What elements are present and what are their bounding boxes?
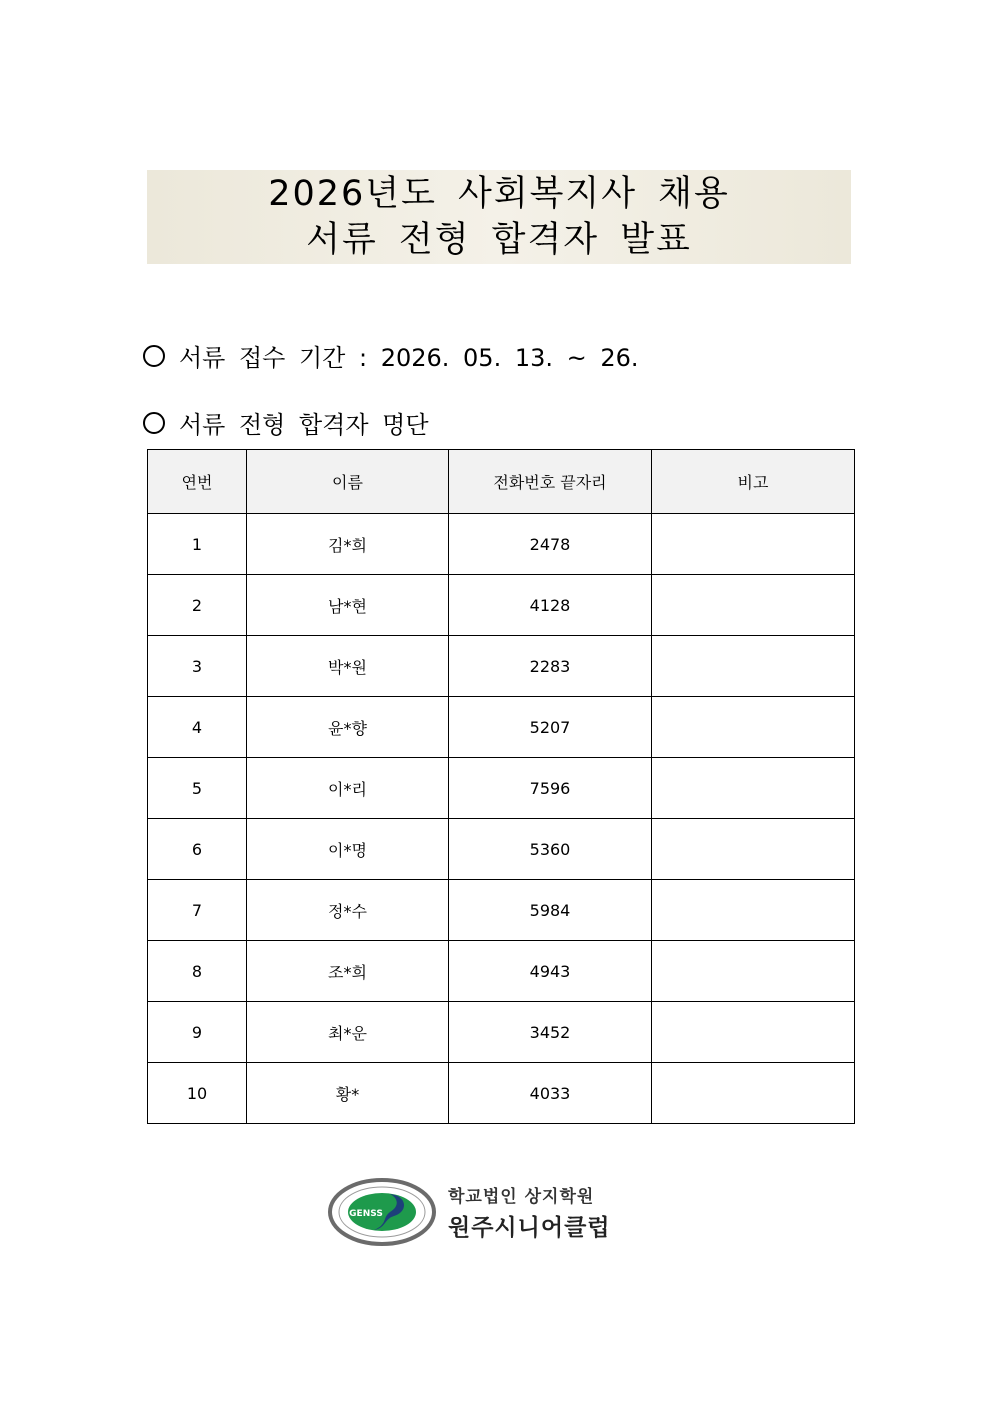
cell-phone: 2478 [449,514,652,575]
cell-note [652,819,855,880]
roster-section [143,405,429,440]
cell-note [652,941,855,1002]
cell-name: 박*원 [247,636,449,697]
roster-heading: 서류 전형 합격자 명단 [179,411,429,439]
table-row [148,514,855,575]
emblem-text: GENSS [349,1209,383,1219]
cell-note [652,697,855,758]
cell-phone: 4128 [449,575,652,636]
cell-name: 황* [247,1063,449,1124]
cell-note [652,575,855,636]
cell-phone: 4033 [449,1063,652,1124]
cell-name: 이*명 [247,819,449,880]
org-name [448,1182,611,1242]
cell-name: 윤*향 [247,697,449,758]
cell-no: 10 [148,1063,247,1124]
senior-club-emblem-icon [328,1178,436,1246]
table-row [148,697,855,758]
table-row [148,880,855,941]
cell-no: 5 [148,758,247,819]
cell-phone: 2283 [449,636,652,697]
cell-phone: 5360 [449,819,652,880]
footer-logo [328,1178,611,1246]
circle-bullet-icon [143,345,165,367]
cell-no: 3 [148,636,247,697]
cell-phone: 4943 [449,941,652,1002]
org-name-line-1: 학교법인 상지학원 [448,1187,595,1207]
org-name-line-2: 원주시니어클럽 [448,1215,611,1241]
period-text: 서류 접수 기간 : 2026. 05. 13. ~ 26. [179,344,639,372]
cell-no: 4 [148,697,247,758]
column-header-phone: 전화번호 끝자리 [449,450,652,514]
cell-phone: 7596 [449,758,652,819]
title-banner [147,170,851,264]
cell-name: 남*현 [247,575,449,636]
table-row [148,819,855,880]
table-row [148,941,855,1002]
column-header-name: 이름 [247,450,449,514]
cell-note [652,514,855,575]
cell-no: 7 [148,880,247,941]
cell-name: 조*희 [247,941,449,1002]
circle-bullet-icon [143,412,165,434]
cell-name: 정*수 [247,880,449,941]
cell-no: 8 [148,941,247,1002]
cell-name: 이*리 [247,758,449,819]
cell-phone: 5207 [449,697,652,758]
table-row [148,1063,855,1124]
table-row [148,636,855,697]
table-row [148,1002,855,1063]
cell-no: 6 [148,819,247,880]
column-header-no: 연번 [148,450,247,514]
roster-body [148,514,855,1124]
roster-table [147,449,855,1124]
period-section [143,338,639,373]
cell-note [652,758,855,819]
cell-note [652,636,855,697]
cell-phone: 5984 [449,880,652,941]
cell-no: 9 [148,1002,247,1063]
column-header-note: 비고 [652,450,855,514]
cell-phone: 3452 [449,1002,652,1063]
table-row [148,575,855,636]
cell-note [652,1002,855,1063]
cell-no: 1 [148,514,247,575]
table-header-row [148,450,855,514]
title-line-1: 2026년도 사회복지사 채용 [268,174,730,214]
cell-name: 최*운 [247,1002,449,1063]
cell-no: 2 [148,575,247,636]
cell-name: 김*희 [247,514,449,575]
cell-note [652,1063,855,1124]
cell-note [652,880,855,941]
table-row [148,758,855,819]
title-line-2: 서류 전형 합격자 발표 [306,220,692,260]
